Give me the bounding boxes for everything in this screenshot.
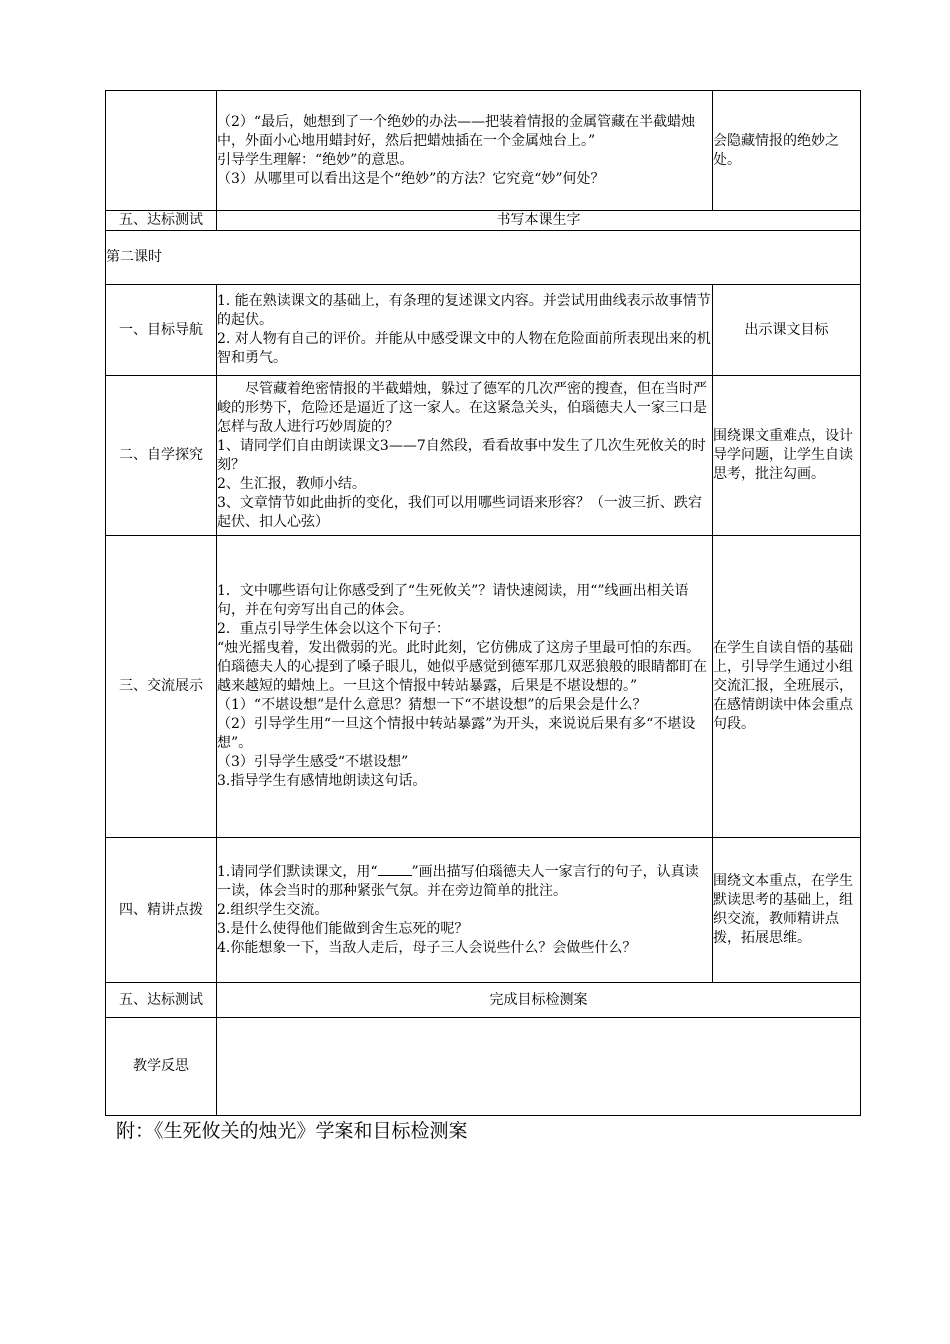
content-text: 1.请同学们默读课文，用“	[217, 863, 378, 880]
content-line: （1）“不堪设想”是什么意思？猜想一下“不堪设想”的后果会是什么？	[217, 697, 647, 713]
row-note: 围绕文本重点，在学生默读思考的基础上，组织交流，教师精讲点拨，拓展思维。	[713, 838, 861, 983]
content-text: ”画出描写伯瑙德夫人一家言行的句子，认真读一读，体会当时的那种紧张气氛。并在旁边简单的批注。	[217, 863, 699, 899]
content-line: （3）引导学生感受“不堪设想”	[217, 754, 409, 770]
row-label: 二、自学探究	[106, 376, 217, 536]
content-line: （3）从哪里可以看出这是个“绝妙”的方法？它究竟“妙”何处？	[217, 170, 605, 187]
content-line: 2、生汇报，教师小结。	[217, 475, 366, 492]
row-label: 四、精讲点拨	[106, 838, 217, 983]
row-content	[217, 285, 713, 376]
row-content	[217, 376, 713, 536]
row-note: 围绕课文重难点，设计导学问题，让学生自读思考，批注勾画。	[713, 376, 861, 536]
content-line: 2. 对人物有自己的评价。并能从中感受课文中的人物在危险面前所表现出来的机智和勇气。	[217, 331, 711, 366]
row-content: 书写本课生字	[217, 211, 861, 231]
content-line: 2．重点引导学生体会以这个下句子：	[217, 621, 450, 637]
row-label: 一、目标导航	[106, 285, 217, 376]
row-content	[217, 91, 713, 211]
table-row-explore	[106, 376, 861, 536]
content-line: 1、请同学们自由朗读课文3——7自然段，看看故事中发生了几次生死攸关的时刻？	[217, 437, 706, 473]
content-line	[217, 863, 712, 901]
content-line: 1．文中哪些语句让你感受到了“生死攸关”？请快速阅读，用“”线画出相关语句，并在句旁写出自己的体会。	[217, 583, 689, 618]
row-label: 三、交流展示	[106, 536, 217, 838]
content-line: 3.指导学生有感情地朗读这句话。	[217, 773, 427, 789]
row-content	[217, 838, 713, 983]
table-row-continuation	[106, 91, 861, 211]
underline-blank	[378, 863, 412, 876]
row-note: 在学生自读自悟的基础上，引导学生通过小组交流汇报，全班展示，在感情朗读中体会重点句段。	[713, 536, 861, 838]
table-row-share	[106, 536, 861, 838]
appendix-note: 附：《生死攸关的烛光》学案和目标检测案	[116, 1120, 468, 1142]
lesson-plan-table	[105, 90, 861, 1116]
session-title: 第二课时	[106, 231, 861, 285]
content-line: 尽管藏着绝密情报的半截蜡烛，躲过了德军的几次严密的搜查，但在当时严峻的形势下，危险还是逼近了这一家人。在这紧急关头，伯瑙德夫人一家三口是怎样与敌人进行巧妙周旋的？	[217, 380, 707, 435]
content-line: 4.你能想象一下，当敌人走后，母子三人会说些什么？会做些什么？	[217, 939, 637, 956]
table-row-session-title	[106, 231, 861, 285]
row-label: 五、达标测试	[106, 983, 217, 1018]
row-label-empty	[106, 91, 217, 211]
table-row-lecture	[106, 838, 861, 983]
content-line: 2.组织学生交流。	[217, 901, 329, 918]
content-line: 3.是什么使得他们能做到舍生忘死的呢？	[217, 920, 469, 937]
table-row-test-1	[106, 211, 861, 231]
table-row-goal	[106, 285, 861, 376]
content-line: 引导学生理解：“绝妙”的意思。	[217, 151, 414, 168]
table-row-reflection	[106, 1018, 861, 1116]
row-label: 五、达标测试	[106, 211, 217, 231]
content-line: “烛光摇曳着，发出微弱的光。此时此刻，它仿佛成了这房子里最可怕的东西。伯瑙德夫人的心提到了嗓子眼儿，她似乎感觉到德军那几双恶狼般的眼睛都盯在越来越短的蜡烛上。一旦这个情报中转站暴露，后果是不堪设想的。”	[217, 640, 707, 694]
content-line: （2）引导学生用“一旦这个情报中转站暴露”为开头，来说说后果有多“不堪设想”。	[217, 716, 696, 751]
row-note: 会隐藏情报的绝妙之处。	[713, 91, 861, 211]
row-content	[217, 536, 713, 838]
row-label: 教学反思	[106, 1018, 217, 1116]
content-line: 1. 能在熟读课文的基础上，有条理的复述课文内容。并尝试用曲线表示故事情节的起伏。	[217, 293, 711, 328]
row-note: 出示课文目标	[713, 285, 861, 376]
content-line: 3、文章情节如此曲折的变化，我们可以用哪些词语来形容？（一波三折、跌宕起伏、扣人心弦）	[217, 494, 702, 530]
row-content	[217, 1018, 861, 1116]
content-line: （2）“最后，她想到了一个绝妙的办法——把装着情报的金属管藏在半截蜡烛中，外面小心地用蜡封好，然后把蜡烛插在一个金属烛台上。”	[217, 113, 696, 149]
table-row-test-2	[106, 983, 861, 1018]
row-content: 完成目标检测案	[217, 983, 861, 1018]
